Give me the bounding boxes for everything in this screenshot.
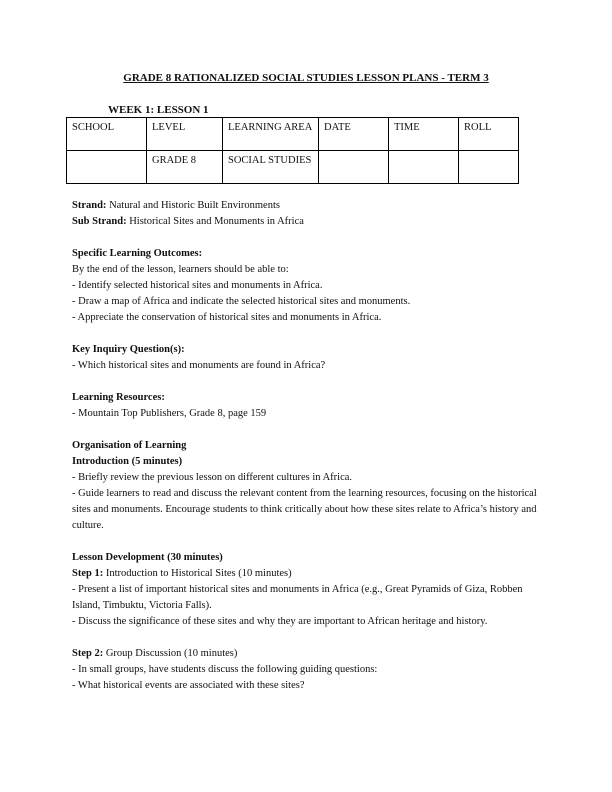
cell-level: GRADE 8 [147, 151, 223, 184]
introduction-heading: Introduction (5 minutes) [72, 456, 183, 467]
step2-item: - In small groups, have students discuss the following guiding questions: [72, 664, 378, 675]
header-learning-area: LEARNING AREA [223, 118, 319, 151]
strand-line [72, 198, 542, 214]
organisation-heading: Organisation of Learning [72, 440, 187, 451]
introduction-item: - Briefly review the previous lesson on different cultures in Africa. [72, 472, 353, 483]
header-date: DATE [319, 118, 389, 151]
outcome-item: - Identify selected historical sites and monuments in Africa. [72, 280, 323, 291]
table-row [67, 151, 519, 184]
strand-value: Natural and Historic Built Environments [106, 200, 280, 211]
table-header-row [67, 118, 519, 151]
lesson-info-table [66, 117, 519, 184]
document-title: GRADE 8 RATIONALIZED SOCIAL STUDIES LESSON PLANS - TERM 3 [123, 72, 489, 84]
step2-line [72, 646, 542, 662]
step1-item: - Present a list of important historical sites and monuments in Africa (e.g., Great Pyramids of Giza, Robben Island, Timbuktu, Victoria Falls). [72, 584, 523, 611]
outcome-item: - Appreciate the conservation of historical sites and monuments in Africa. [72, 312, 382, 323]
introduction-item: - Guide learners to read and discuss the relevant content from the learning resources, focusing on the historical sites and monuments. Encourage students to think critically about how these sites relate to Africa’s history and culture. [72, 488, 537, 531]
step1-value: Introduction to Historical Sites (10 minutes) [103, 568, 292, 579]
header-time: TIME [389, 118, 459, 151]
cell-date [319, 151, 389, 184]
step2-item: - What historical events are associated with these sites? [72, 680, 305, 691]
sub-strand-value: Historical Sites and Monuments in Africa [126, 216, 304, 227]
outcomes-heading: Specific Learning Outcomes: [72, 248, 203, 259]
cell-time [389, 151, 459, 184]
resources-heading: Learning Resources: [72, 392, 165, 403]
cell-learning-area: SOCIAL STUDIES [223, 151, 319, 184]
header-level: LEVEL [147, 118, 223, 151]
inquiry-heading: Key Inquiry Question(s): [72, 344, 185, 355]
step2-label: Step 2: [72, 648, 104, 659]
sub-strand-label: Sub Strand: [72, 216, 127, 227]
inquiry-item: - Which historical sites and monuments are found in Africa? [72, 360, 326, 371]
strand-label: Strand: [72, 200, 107, 211]
lesson-content [72, 198, 542, 694]
header-roll: ROLL [459, 118, 519, 151]
development-heading: Lesson Development (30 minutes) [72, 552, 223, 563]
sub-strand-line [72, 214, 542, 230]
cell-roll [459, 151, 519, 184]
outcome-item: - Draw a map of Africa and indicate the selected historical sites and monuments. [72, 296, 411, 307]
week-lesson-label: WEEK 1: LESSON 1 [108, 104, 209, 116]
outcomes-intro: By the end of the lesson, learners should be able to: [72, 264, 289, 275]
step2-value: Group Discussion (10 minutes) [103, 648, 238, 659]
step1-label: Step 1: [72, 568, 104, 579]
cell-school [67, 151, 147, 184]
step1-item: - Discuss the significance of these sites and why they are important to African heritage and history. [72, 616, 488, 627]
resource-item: - Mountain Top Publishers, Grade 8, page 159 [72, 408, 267, 419]
header-school: SCHOOL [67, 118, 147, 151]
step1-line [72, 566, 542, 582]
